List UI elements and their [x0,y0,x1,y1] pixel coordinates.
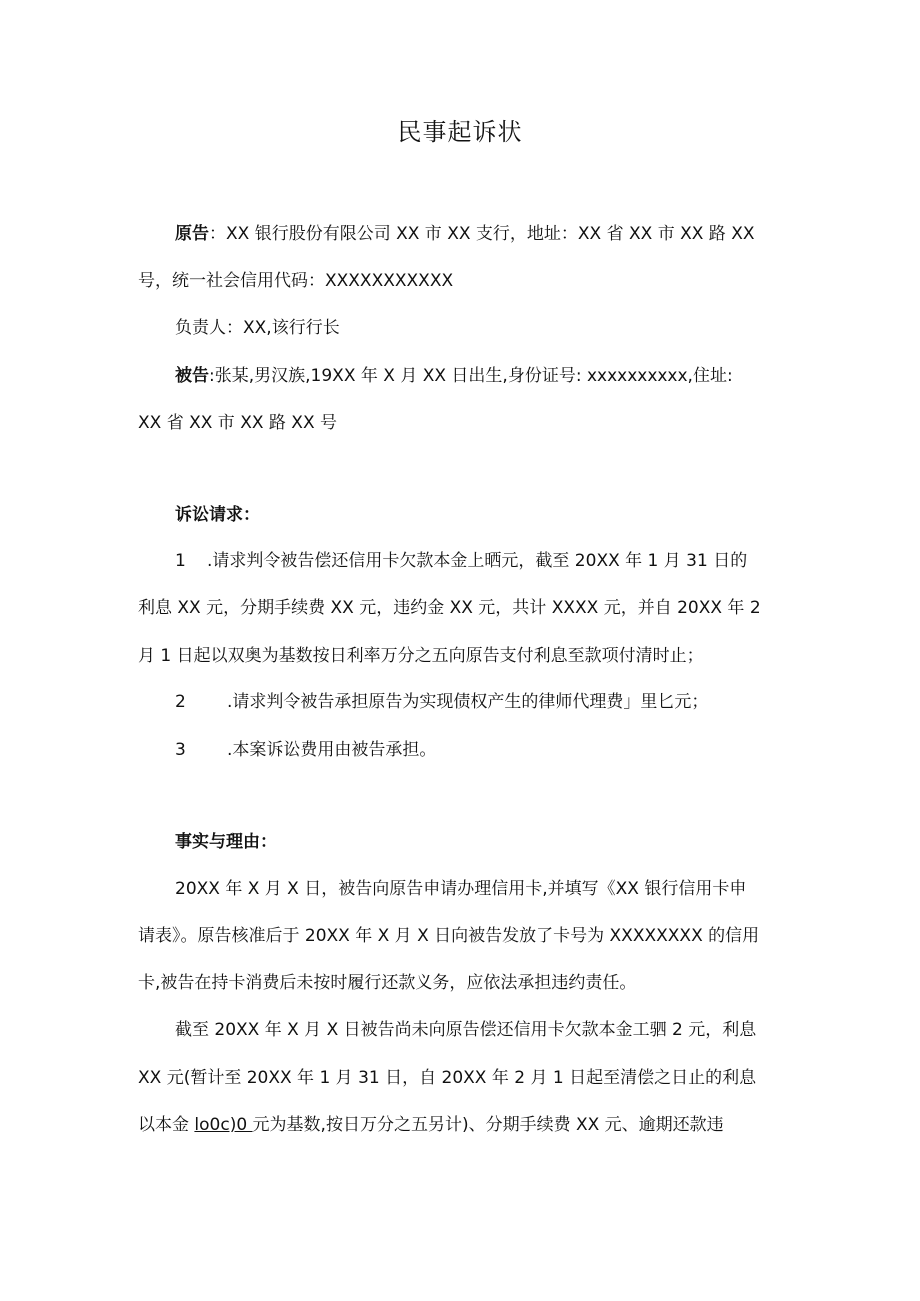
claim-item-1-text: .请求判令被告偿还信用卡欠款本金上晒元，截至 20XX 年 1 月 31 日的 [207,551,748,571]
claim-item-2-number: 2 [175,692,186,712]
document-title: 民事起诉状 [397,118,523,146]
claim-item-1-line-1 [175,549,747,573]
facts-paragraph-1-line-1: 20XX 年 X 月 X 日，被告向原告申请办理信用卡,并填写《XX 银行信用卡申 [175,879,747,899]
facts-paragraph-2-line-3 [138,1113,724,1137]
claim-item-1-line-3: 月 1 日起以双奥为基数按日利率万分之五向原告支付利息至款项付清时止； [138,646,704,666]
defendant-line-2: XX 省 XX 市 XX 路 XX 号 [138,413,337,433]
defendant-text: :张某,男汉族,19XX 年 X 月 XX 日出生,身份证号: xxxxxxxxxx,住址: [209,366,733,386]
defendant-line-1 [175,364,733,388]
facts-paragraph-2-line-2: XX 元(暂计至 20XX 年 1 月 31 日，自 20XX 年 2 月 1 日起至清偿之日止的利息 [138,1068,757,1088]
claim-item-1-number: 1 [175,551,186,571]
responsible-person: 负责人：XX,该行行长 [175,318,340,338]
plaintiff-line-1 [175,222,755,246]
claim-item-3 [175,738,436,762]
claim-item-2 [175,690,708,714]
claim-item-3-number: 3 [175,740,186,760]
plaintiff-line-2: 号，统一社会信用代码：XXXXXXXXXXX [138,271,454,291]
principal-amount-underlined: lo0c)0 [194,1115,253,1135]
plaintiff-label: 原告 [175,224,209,244]
facts-heading: 事实与理由： [175,832,277,852]
claim-item-1-line-2: 利息 XX 元，分期手续费 XX 元，违约金 XX 元，共计 XXXX 元，并自 20XX 年 2 [138,598,761,618]
facts-paragraph-1-line-2: 请表》。原告核准后于 20XX 年 X 月 X 日向被告发放了卡号为 XXXXXXXX 的信用 [138,926,760,946]
claims-heading: 诉讼请求： [175,505,260,525]
claim-item-3-text: .本案诉讼费用由被告承担。 [227,740,437,760]
facts-paragraph-2-line-3-prefix: 以本金 [138,1115,195,1135]
defendant-label: 被告 [175,366,209,386]
plaintiff-text: ：XX 银行股份有限公司 XX 市 XX 支行，地址：XX 省 XX 市 XX 路 XX [209,224,755,244]
facts-paragraph-1-line-3: 卡,被告在持卡消费后未按时履行还款义务，应依法承担违约责任。 [138,973,637,993]
claim-item-2-text: .请求判令被告承担原告为实现债权产生的律师代理费」里匕元； [227,692,709,712]
facts-paragraph-2-line-3-suffix: 元为基数,按日万分之五另计)、分期手续费 XX 元、逾期还款违 [252,1115,724,1135]
facts-paragraph-2-line-1: 截至 20XX 年 X 月 X 日被告尚未向原告偿还信用卡欠款本金工驷 2 元，利息 [175,1020,757,1040]
